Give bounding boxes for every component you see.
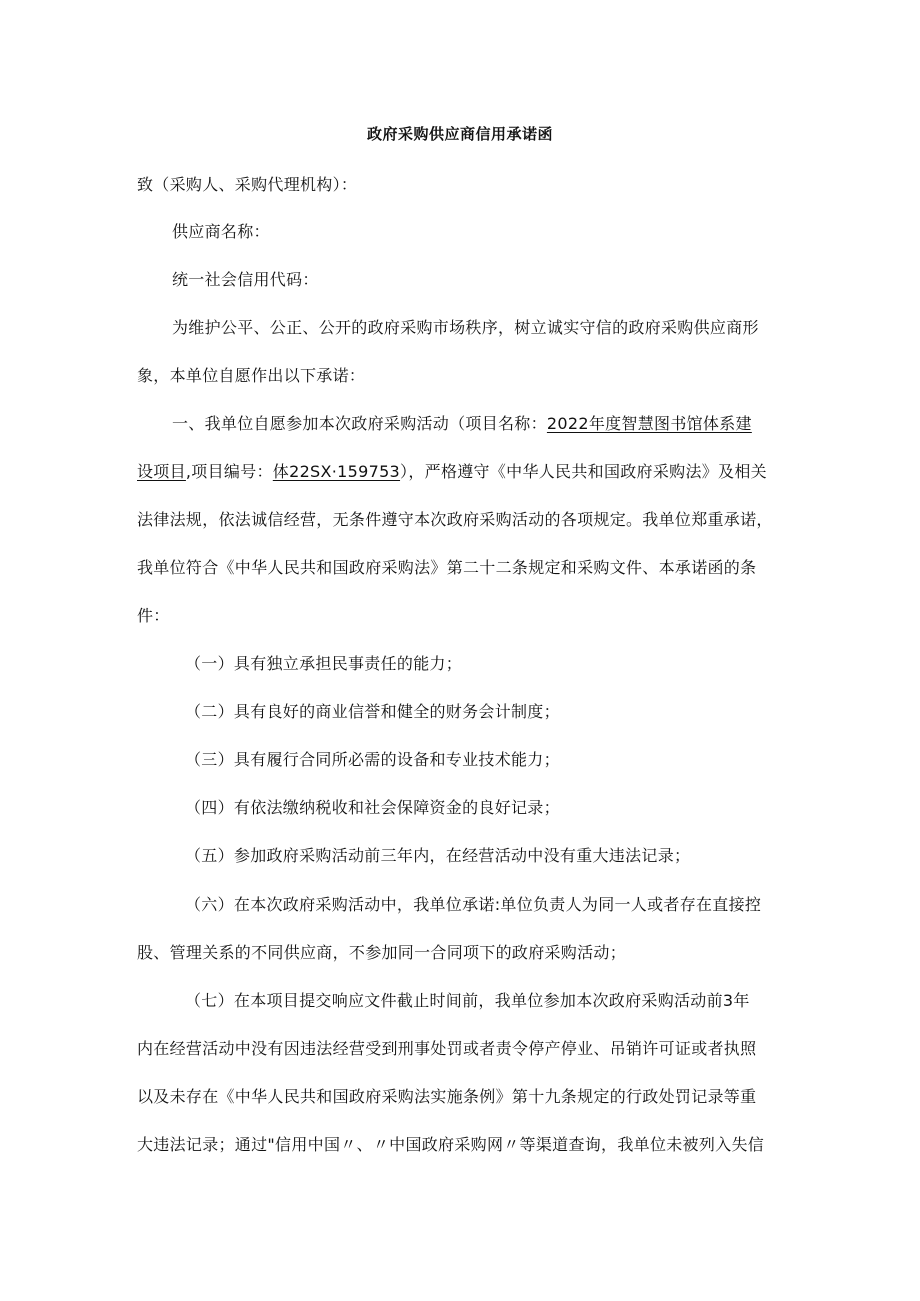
salutation: 致（采购人、采购代理机构）：	[137, 175, 358, 194]
condition-2: （二）具有良好的商业信誉和健全的财务会计制度；	[185, 702, 560, 721]
condition-5: （五）参加政府采购活动前三年内，在经营活动中没有重大违法记录；	[185, 846, 691, 865]
condition-4: （四）有依法缴纳税收和社会保障资金的良好记录；	[185, 798, 560, 817]
intro-line-1: 为维护公平、公正、公开的政府采购市场秩序，树立诚实守信的政府采购供应商形	[172, 318, 759, 337]
condition-7-line-2: 内在经营活动中没有因违法经营受到刑事处罚或者责令停产停业、吊销许可证或者执照	[137, 1039, 757, 1058]
condition-6-line-2: 股、管理关系的不同供应商，不参加同一合同项下的政府采购活动；	[137, 943, 627, 962]
supplier-name-label: 供应商名称：	[172, 222, 270, 241]
project-name-part-1: 2022年度智慧图书馆体系建	[546, 414, 752, 433]
condition-7-line-4: 大违法记录；通过"信用中国〃、〃中国政府采购网〃等渠道查询，我单位未被列入失信	[137, 1135, 765, 1154]
commitment-one-line-5: 件：	[137, 606, 170, 625]
condition-3: （三）具有履行合同所必需的设备和专业技术能力；	[185, 750, 560, 769]
project-code-label: ,项目编号：	[185, 462, 273, 481]
commitment-one-line-4: 我单位符合《中华人民共和国政府采购法》第二十二条规定和采购文件、本承诺函的条	[137, 558, 757, 577]
commitment-one-line-2	[137, 460, 767, 484]
condition-7-line-3: 以及未存在《中华人民共和国政府采购法实施条例》第十九条规定的行政处罚记录等重	[137, 1087, 757, 1106]
project-code: 体22SX·159753	[272, 462, 401, 481]
condition-7-line-1: （七）在本项目提交响应文件截止时间前，我单位参加本次政府采购活动前3年	[185, 991, 750, 1010]
commitment-one-line-3: 法律法规，依法诚信经营，无条件遵守本次政府采购活动的各项规定。我单位郑重承诺，	[137, 510, 773, 529]
commitment-one-line-2-suffix: ），严格遵守《中华人民共和国政府采购法》及相关	[400, 462, 767, 481]
project-name-part-2: 设项目	[137, 462, 186, 481]
intro-line-2: 象，本单位自愿作出以下承诺：	[137, 366, 366, 385]
condition-1: （一）具有独立承担民事责任的能力；	[185, 654, 463, 673]
credit-code-label: 统一社会信用代码：	[172, 270, 319, 289]
condition-6-line-1: （六）在本次政府采购活动中，我单位承诺:单位负责人为同一人或者存在直接控	[185, 895, 762, 914]
commitment-one-prefix: 一、我单位自愿参加本次政府采购活动（项目名称：	[172, 414, 547, 433]
commitment-one-line-1	[172, 412, 752, 436]
document-title: 政府采购供应商信用承诺函	[366, 125, 553, 143]
